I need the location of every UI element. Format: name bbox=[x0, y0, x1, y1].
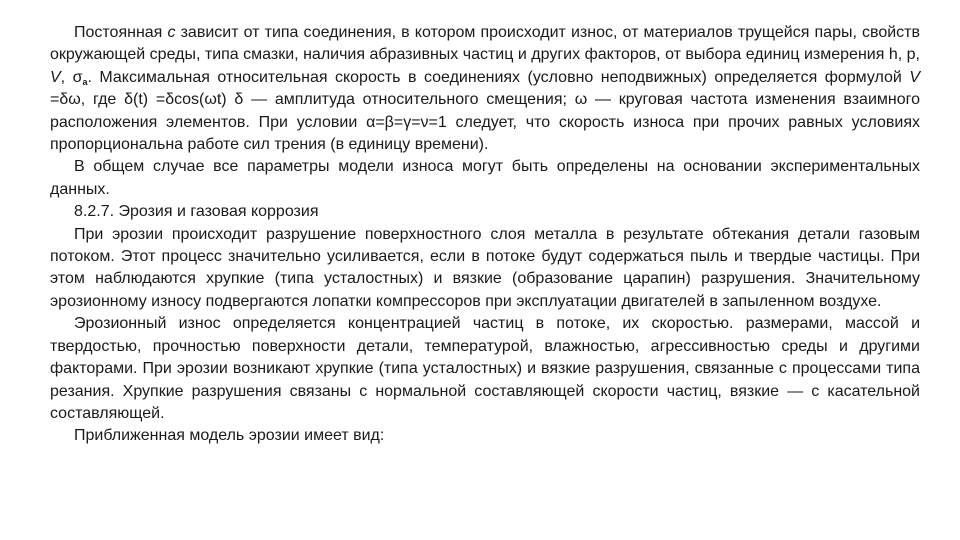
symbol-c: с bbox=[167, 24, 176, 41]
document-body bbox=[50, 22, 920, 448]
text-run: . Максимальная относительная скорость в соединениях (условно неподвижных) определяется формулой bbox=[87, 68, 910, 86]
section-heading: 8.2.7. Эрозия и газовая коррозия bbox=[74, 203, 319, 221]
sigma-subscript: a bbox=[82, 76, 88, 87]
paragraph-erosion-description: При эрозии происходит разрушение поверхностного слоя металла в результате обтекания детали газовым потоком. Этот процесс значительно усиливается, если в потоке будут содержаться пыль и твердые частицы. При этом наблюдаются хрупкие (типа усталостных) и вязкие (образование царапин) разрушения. Значительному эрозионному износу подвергаются лопатки компрессоров при эксплуатации двигателей в запыленном воздухе. bbox=[50, 225, 920, 310]
paragraph-wear-constant bbox=[50, 22, 920, 156]
text-run: зависит от типа соединения, в котором происходит износ, от материалов трущейся пары, свойств окружающей среды, типа смазки, наличия абразивных частиц и других факторов, от выбора единиц измерения h, p, bbox=[50, 24, 921, 64]
paragraph-general-case: В общем случае все параметры модели износа могут быть определены на основании экспериментальных данных. bbox=[50, 158, 920, 198]
symbol-v: V bbox=[50, 68, 61, 86]
symbol-v-formula: V bbox=[909, 68, 921, 86]
paragraph-erosion-factors: Эрозионный износ определяется концентрацией частиц в потоке, их скоростью. размерами, массой и твердостью, прочностью поверхности детали, температурой, влажностью, агрессивностью среды и другими факторами. При эрозии возникают хрупкие (типа усталостных) и вязкие разрушения, связанные с процессами типа резания. Хрупкие разрушения связаны с нормальной составляющей скорости частиц, вязкие — с касательной составляющей. bbox=[50, 315, 920, 422]
text-run: Постоянная bbox=[74, 24, 168, 41]
paragraph-erosion-model-intro: Приближенная модель эрозии имеет вид: bbox=[74, 427, 385, 445]
text-run: =δω, где δ(t) =δcos(ωt) δ — амплитуда относительного смещения; ω — круговая частота изменения взаимного расположения элементов. При условии α=β=γ=ν=1 следует, что скорость износа при прочих равных условиях пропорциональна работе сил трения (в единицу времени). bbox=[50, 91, 920, 154]
text-run: , σ bbox=[60, 68, 83, 86]
